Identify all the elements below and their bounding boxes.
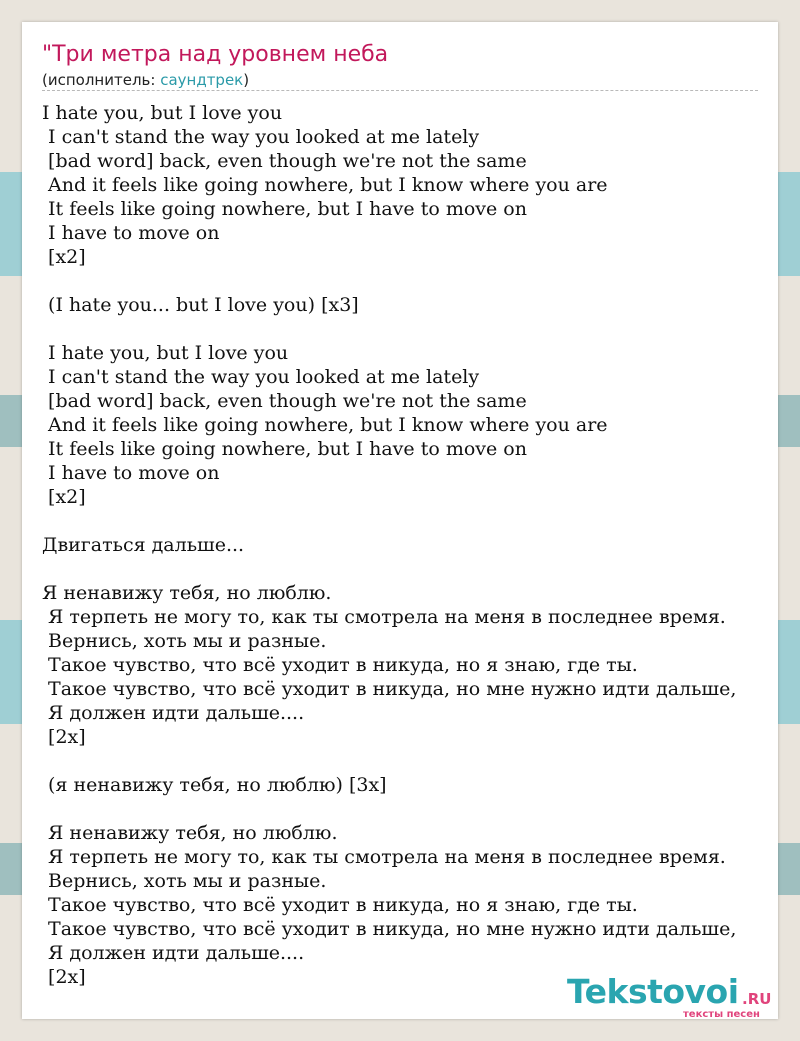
lyric-line: I can't stand the way you looked at me lately: [42, 126, 480, 148]
lyric-line: I hate you, but I love you: [42, 102, 283, 124]
lyric-line: Я терпеть не могу то, как ты смотрела на меня в последнее время.: [42, 606, 726, 628]
lyric-line: [bad word] back, even though we're not the same: [42, 390, 527, 412]
lyric-line: Такое чувство, что всё уходит в никуда, но мне нужно идти дальше,: [42, 918, 737, 940]
lyric-line: Такое чувство, что всё уходит в никуда, но я знаю, где ты.: [42, 654, 638, 676]
lyrics-text: [42, 101, 782, 989]
lyric-line: [42, 797, 782, 821]
lyric-line: And it feels like going nowhere, but I know where you are: [42, 414, 608, 436]
lyric-line: Вернись, хоть мы и разные.: [42, 630, 327, 652]
lyric-line: Такое чувство, что всё уходит в никуда, но мне нужно идти дальше,: [42, 678, 737, 700]
site-logo[interactable]: [567, 972, 782, 1022]
lyric-line: Вернись, хоть мы и разные.: [42, 870, 327, 892]
lyric-line: [42, 557, 782, 581]
lyric-line: Я ненавижу тебя, но люблю.: [42, 582, 332, 604]
lyric-line: And it feels like going nowhere, but I know where you are: [42, 174, 608, 196]
logo-tagline: тексты песен: [683, 1009, 760, 1020]
lyric-line: It feels like going nowhere, but I have to move on: [42, 438, 527, 460]
lyric-line: [42, 317, 782, 341]
divider: [42, 90, 758, 91]
artist-prefix: (исполнитель:: [42, 71, 161, 89]
lyric-line: [42, 749, 782, 773]
lyric-line: (я ненавижу тебя, но люблю) [3x]: [42, 774, 387, 796]
lyric-line: (I hate you... but I love you) [x3]: [42, 294, 359, 316]
lyric-line: I can't stand the way you looked at me lately: [42, 366, 480, 388]
logo-tld: .RU: [742, 990, 772, 1008]
lyric-line: I hate you, but I love you: [42, 342, 289, 364]
lyric-line: Я терпеть не могу то, как ты смотрела на меня в последнее время.: [42, 846, 726, 868]
artist-link[interactable]: саундтрек: [160, 71, 244, 89]
lyric-line: [42, 509, 782, 533]
lyric-line: [bad word] back, even though we're not the same: [42, 150, 527, 172]
artist-suffix: ): [243, 71, 250, 89]
lyric-line: [x2]: [42, 246, 86, 268]
artist-line: [42, 71, 249, 89]
lyric-line: [x2]: [42, 486, 86, 508]
lyric-line: Такое чувство, что всё уходит в никуда, но я знаю, где ты.: [42, 894, 638, 916]
lyric-line: [42, 269, 782, 293]
lyrics-card: [22, 22, 778, 1019]
lyric-line: [2x]: [42, 726, 86, 748]
lyric-line: I have to move on: [42, 222, 220, 244]
logo-wordmark: Tekstovoi: [567, 972, 739, 1011]
lyric-line: I have to move on: [42, 462, 220, 484]
lyric-line: It feels like going nowhere, but I have to move on: [42, 198, 527, 220]
lyric-line: [2x]: [42, 966, 86, 988]
lyric-line: Я должен идти дальше....: [42, 702, 305, 724]
song-title: "Три метра над уровнем неба: [42, 42, 389, 67]
lyric-line: Двигаться дальше...: [42, 534, 245, 556]
lyric-line: Я должен идти дальше....: [42, 942, 305, 964]
lyric-line: Я ненавижу тебя, но люблю.: [42, 822, 338, 844]
